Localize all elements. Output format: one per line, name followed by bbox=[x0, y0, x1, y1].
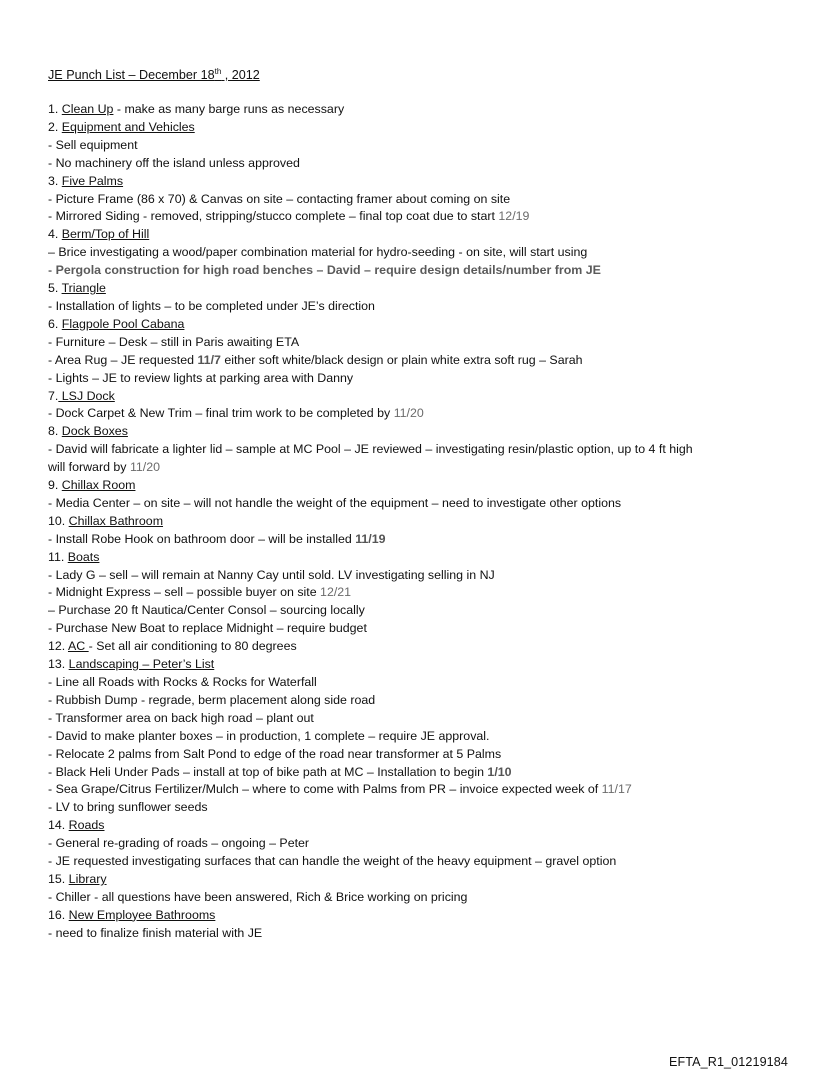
date-bold: 11/7 bbox=[197, 352, 221, 367]
item-text: - Sell equipment bbox=[48, 137, 138, 152]
list-heading bbox=[48, 316, 788, 334]
item-text: - Line all Roads with Rocks & Rocks for Waterfall bbox=[48, 675, 317, 689]
item-text: - Purchase New Boat to replace Midnight – require budget bbox=[48, 621, 367, 636]
document-title bbox=[48, 66, 788, 84]
item-text: - Black Heli Under Pads – install at top of bike path at MC – Installation to begin bbox=[48, 764, 488, 779]
list-item bbox=[48, 764, 788, 782]
item-text: - David to make planter boxes – in production, 1 complete – require JE approval. bbox=[48, 728, 490, 743]
list-heading bbox=[48, 817, 788, 835]
item-number: 13. bbox=[48, 657, 69, 672]
title-superscript: th bbox=[214, 66, 222, 76]
item-text: - Chiller - all questions have been answered, Rich & Brice working on pricing bbox=[48, 889, 468, 904]
list-item bbox=[48, 746, 788, 764]
item-number: 12. bbox=[48, 639, 68, 654]
item-number: 8. bbox=[48, 424, 62, 439]
item-number: 1. bbox=[48, 102, 62, 116]
date-gray: 12/19 bbox=[498, 209, 530, 224]
item-number: 5. bbox=[48, 281, 62, 296]
title-text: JE Punch List – December 18 bbox=[48, 68, 215, 82]
list-item bbox=[48, 602, 788, 620]
date-gray: 11/20 bbox=[129, 460, 161, 475]
section-title: LSJ Dock bbox=[58, 388, 115, 403]
list-heading bbox=[48, 638, 788, 656]
list-item bbox=[48, 925, 788, 943]
item-text: - need to finalize finish material with JE bbox=[48, 925, 263, 940]
list-heading bbox=[48, 226, 788, 244]
item-text: either soft white/black design or plain white extra soft rug – Sarah bbox=[220, 352, 583, 367]
list-item bbox=[48, 728, 788, 746]
list-item bbox=[48, 244, 788, 262]
item-text: - No machinery off the island unless approved bbox=[48, 155, 300, 170]
item-text: - bbox=[48, 263, 56, 278]
date-bold: 1/10 bbox=[487, 764, 512, 779]
item-text: - Media Center – on site – will not handle the weight of the equipment – need to investigate other options bbox=[48, 495, 622, 510]
item-text: - Picture Frame (86 x 70) & Canvas on site – contacting framer about coming on site bbox=[48, 191, 511, 206]
item-text: will forward by bbox=[48, 460, 130, 475]
item-number: 10. bbox=[48, 513, 69, 528]
list-item bbox=[48, 889, 788, 907]
list-item bbox=[48, 531, 788, 549]
list-heading bbox=[48, 656, 788, 674]
item-text: - Mirrored Siding - removed, stripping/stucco complete – final top coat due to start bbox=[48, 209, 499, 224]
section-title: Landscaping – Peter’s List bbox=[68, 657, 215, 672]
list-heading bbox=[48, 513, 788, 531]
list-heading bbox=[48, 907, 788, 925]
list-item bbox=[48, 459, 788, 477]
list-heading bbox=[48, 477, 788, 495]
item-text: - Lady G – sell – will remain at Nanny Cay until sold. LV investigating selling in NJ bbox=[48, 567, 495, 582]
list-item bbox=[48, 155, 788, 173]
list-item bbox=[48, 567, 788, 585]
item-text: - Relocate 2 palms from Salt Pond to edge of the road near transformer at 5 Palms bbox=[48, 746, 502, 761]
list-item bbox=[48, 835, 788, 853]
item-text: - Lights – JE to review lights at parking area with Danny bbox=[48, 370, 354, 385]
list-item bbox=[48, 692, 788, 710]
list-heading bbox=[48, 280, 788, 298]
item-number: 15. bbox=[48, 871, 69, 886]
item-text: - Rubbish Dump - regrade, berm placement along side road bbox=[48, 692, 376, 707]
item-number: 3. bbox=[48, 173, 62, 188]
date-gray: 11/17 bbox=[601, 782, 632, 797]
item-text: - Sea Grape/Citrus Fertilizer/Mulch – where to come with Palms from PR – invoice expected week of bbox=[48, 782, 602, 797]
list-heading bbox=[48, 119, 788, 137]
item-text: – Brice investigating a wood/paper combination material for hydro-seeding - on site, will start using bbox=[48, 245, 588, 260]
item-number: 14. bbox=[48, 818, 69, 833]
item-text: – Purchase 20 ft Nautica/Center Consol – sourcing locally bbox=[48, 603, 365, 618]
item-text: - General re-grading of roads – ongoing – Peter bbox=[48, 836, 310, 851]
list-heading bbox=[48, 549, 788, 567]
list-item bbox=[48, 853, 788, 871]
section-title: Library bbox=[68, 871, 107, 886]
list-heading bbox=[48, 388, 788, 406]
list-item bbox=[48, 441, 788, 459]
section-title: Five Palms bbox=[61, 173, 124, 188]
section-title: Berm/Top of Hill bbox=[61, 227, 150, 242]
section-title: AC bbox=[67, 639, 89, 654]
punch-list bbox=[48, 101, 788, 943]
list-item bbox=[48, 262, 788, 280]
item-text: - Installation of lights – to be completed under JE’s direction bbox=[48, 298, 375, 313]
date-bold: 11/19 bbox=[355, 531, 386, 546]
item-text: - Midnight Express – sell – possible buyer on site bbox=[48, 585, 321, 600]
list-item bbox=[48, 352, 788, 370]
list-item bbox=[48, 620, 788, 638]
list-heading bbox=[48, 101, 788, 119]
list-heading bbox=[48, 423, 788, 441]
item-text: - Install Robe Hook on bathroom door – will be installed bbox=[48, 531, 356, 546]
item-number: 4. bbox=[48, 227, 62, 242]
list-item bbox=[48, 298, 788, 316]
list-item bbox=[48, 674, 788, 692]
list-item bbox=[48, 584, 788, 602]
item-text: - LV to bring sunflower seeds bbox=[48, 800, 208, 815]
section-title: Triangle bbox=[61, 281, 106, 296]
section-title: Equipment and Vehicles bbox=[61, 119, 195, 134]
item-number: 16. bbox=[48, 907, 69, 922]
item-text: - JE requested investigating surfaces that can handle the weight of the heavy equipment – gravel option bbox=[48, 854, 617, 869]
item-text: - Area Rug – JE requested bbox=[48, 352, 198, 367]
list-item bbox=[48, 799, 788, 817]
document-page bbox=[48, 66, 788, 943]
item-text: - David will fabricate a lighter lid – sample at MC Pool – JE reviewed – investigating resin/plastic option, up to 4 ft high bbox=[48, 442, 693, 457]
item-text: - make as many barge runs as necessary bbox=[113, 102, 345, 116]
item-number: 7. bbox=[48, 388, 59, 403]
list-item bbox=[48, 405, 788, 423]
section-title: Dock Boxes bbox=[61, 424, 128, 439]
list-item bbox=[48, 710, 788, 728]
list-heading bbox=[48, 871, 788, 889]
item-number: 11. bbox=[48, 549, 68, 564]
section-title: Roads bbox=[68, 818, 105, 833]
section-title: Flagpole Pool Cabana bbox=[61, 316, 185, 331]
list-item bbox=[48, 781, 788, 799]
item-text: - Dock Carpet & New Trim – final trim work to be completed by bbox=[48, 406, 394, 421]
date-gray: 11/20 bbox=[393, 406, 424, 421]
item-text: - Furniture – Desk – still in Paris awaiting ETA bbox=[48, 334, 300, 349]
list-item bbox=[48, 495, 788, 513]
section-title: New Employee Bathrooms bbox=[68, 907, 216, 922]
date-gray: 12/21 bbox=[320, 585, 352, 600]
list-item bbox=[48, 370, 788, 388]
item-text: - Set all air conditioning to 80 degrees bbox=[88, 639, 297, 654]
item-text: - Transformer area on back high road – plant out bbox=[48, 710, 314, 725]
item-number: 6. bbox=[48, 316, 62, 331]
list-item bbox=[48, 208, 788, 226]
section-title: Chillax Room bbox=[61, 478, 136, 493]
item-text-bold: Pergola construction for high road benches – David – require design details/number from JE bbox=[55, 263, 601, 278]
section-title: Chillax Bathroom bbox=[68, 513, 164, 528]
list-item bbox=[48, 191, 788, 209]
item-number: 2. bbox=[48, 119, 62, 134]
list-item bbox=[48, 137, 788, 155]
item-number: 9. bbox=[48, 478, 62, 493]
document-id: EFTA_R1_01219184 bbox=[669, 1055, 788, 1069]
section-title: Clean Up bbox=[61, 102, 114, 116]
list-item bbox=[48, 334, 788, 352]
list-heading bbox=[48, 173, 788, 191]
section-title: Boats bbox=[67, 549, 100, 564]
title-year: , 2012 bbox=[221, 68, 260, 82]
